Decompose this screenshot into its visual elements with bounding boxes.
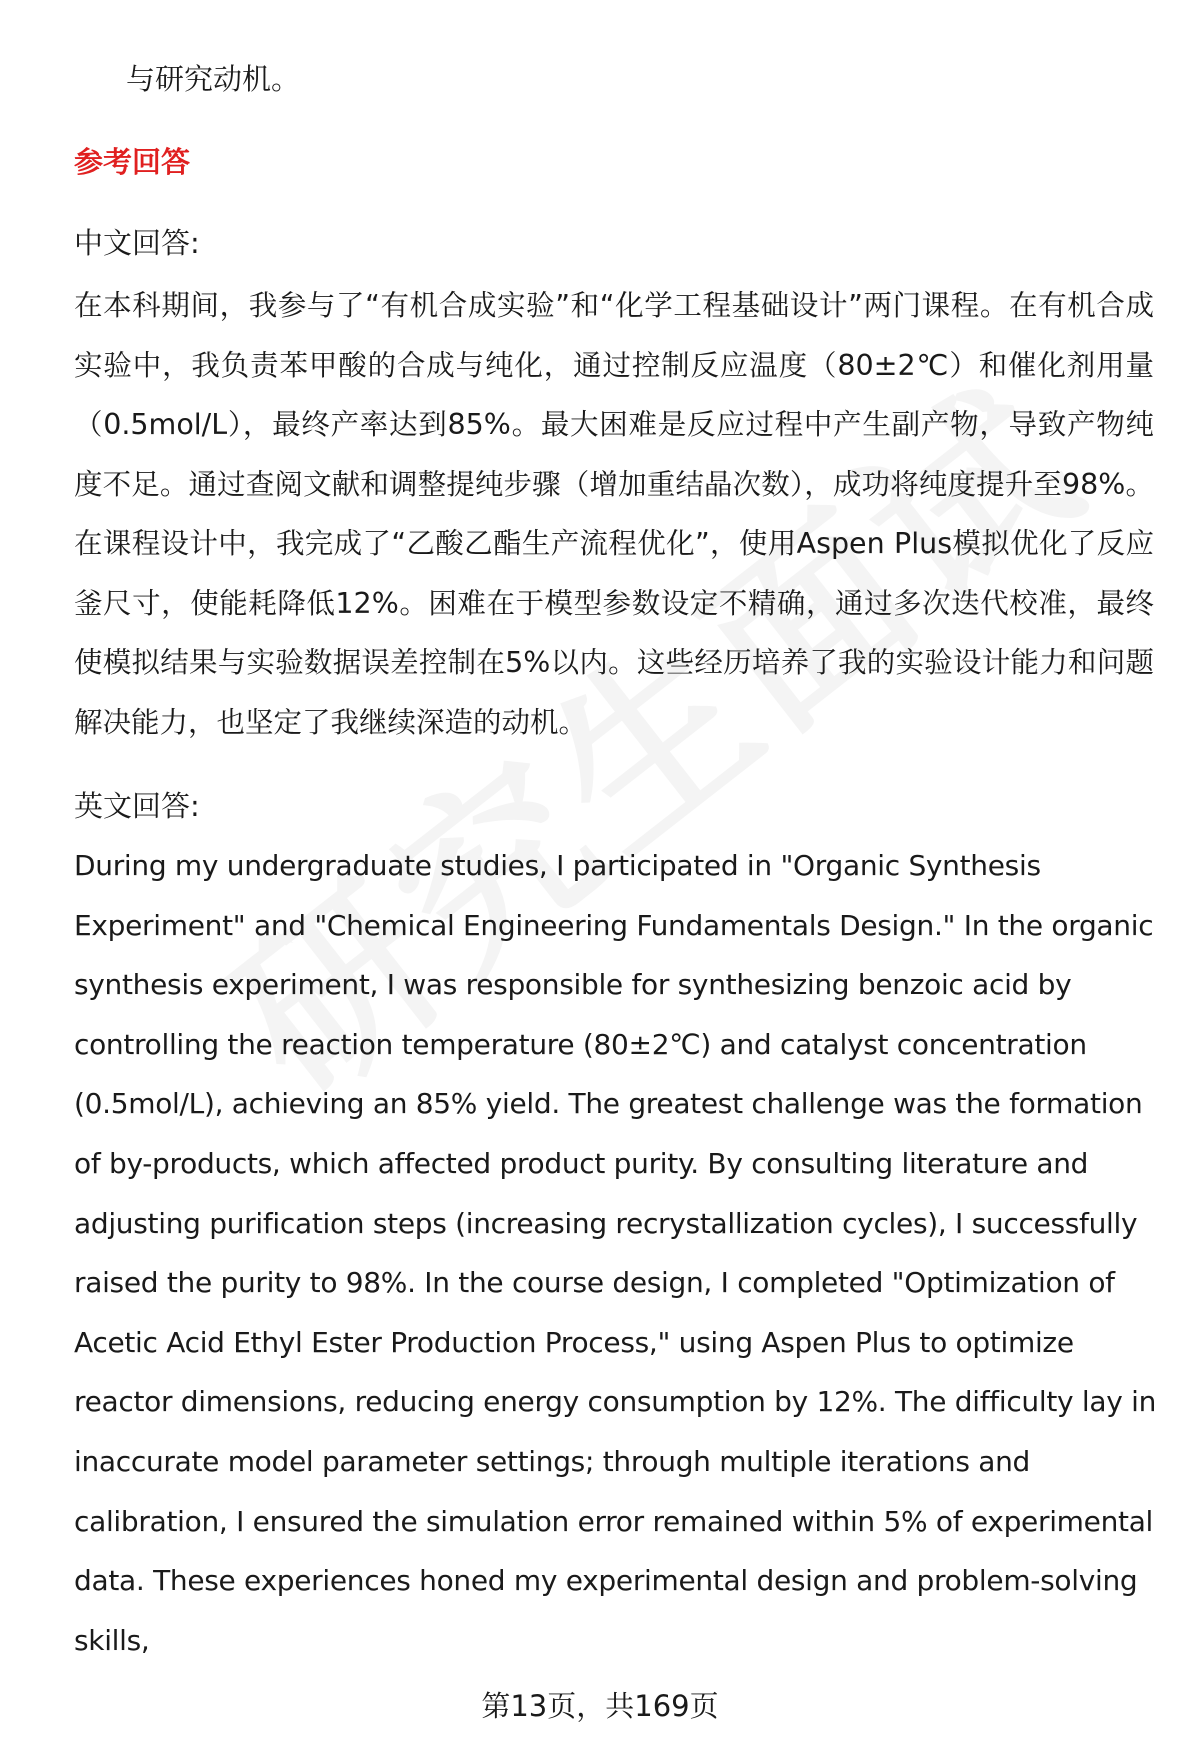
english-answer-paragraph: During my undergraduate studies, I participated in "Organic Synthesis Experiment" and "Chemical Engineering Fundamentals Design." In the organic synthesis experiment, I was responsible for synthesizing benzoic acid by controlling the reaction temperature (80±2℃) and catalyst concentration (0.5mol/L), achieving an 85% yield. The greatest challenge was the formation of by-products, which affected product purity. By consulting literature and adjusting purification steps (increasing recrystallization cycles), I successfully raised the purity to 98%. In the course design, I completed "Optimization of Acetic Acid Ethyl Ester Production Process," using Aspen Plus to optimize reactor dimensions, reducing energy consumption by 12%. The difficulty lay in inaccurate model parameter settings; through multiple iterations and calibration, I ensured the simulation error remained within 5% of experimental data. These experiences honed my experimental design and problem-solving skills, — [74, 849, 1157, 1657]
chinese-answer-label: 中文回答: — [74, 226, 200, 260]
section-title: 参考回答 — [74, 145, 191, 179]
chinese-answer-paragraph: 在本科期间，我参与了“有机合成实验”和“化学工程基础设计”两门课程。在有机合成实验中，我负责苯甲酸的合成与纯化，通过控制反应温度（80±2℃）和催化剂用量（0.5mol/L），最终产率达到85%。最大困难是反应过程中产生副产物，导致产物纯度不足。通过查阅文献和调整提纯步骤（增加重结晶次数），成功将纯度提升至98%。在课程设计中，我完成了“乙酸乙酯生产流程优化”，使用Aspen Plus模拟优化了反应釜尺寸，使能耗降低12%。困难在于模型参数设定不精确，通过多次迭代校准，最终使模拟结果与实验数据误差控制在5%以内。这些经历培养了我的实验设计能力和问题解决能力，也坚定了我继续深造的动机。 — [74, 289, 1154, 739]
page-number-footer: 第13页，共169页 — [481, 1689, 719, 1723]
continuation-text: 与研究动机。 — [126, 62, 301, 96]
english-answer-label: 英文回答: — [74, 789, 200, 823]
